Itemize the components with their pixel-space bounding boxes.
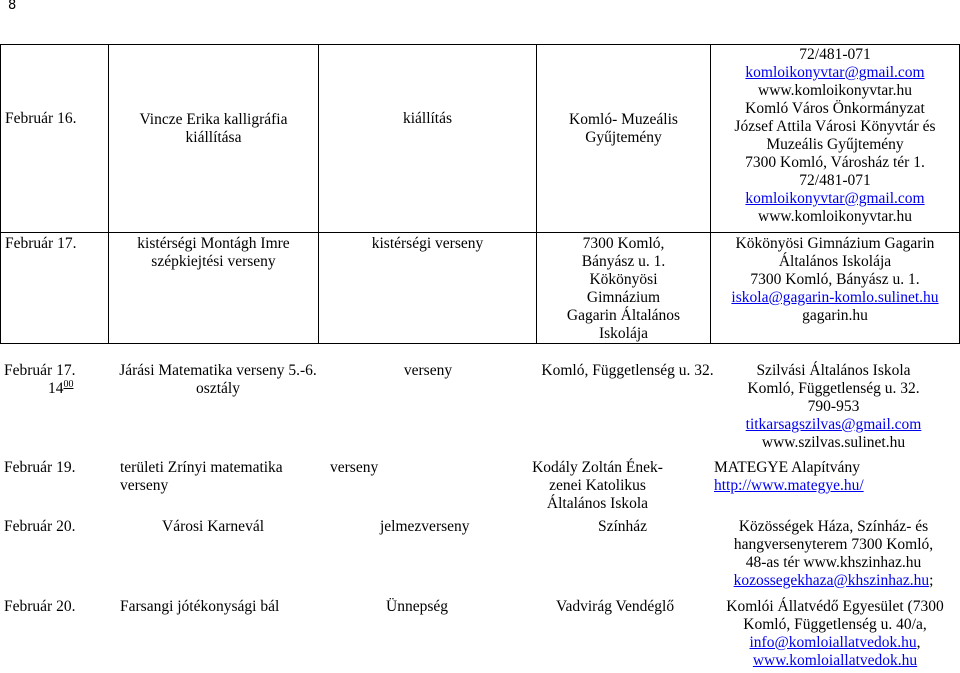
events-table — [0, 44, 960, 344]
event-title: kistérségi Montágh Imre szépkiejtési verseny — [109, 233, 319, 344]
table-row — [1, 233, 960, 344]
event-time: 14 — [48, 379, 64, 397]
event-venue: 7300 Komló, Bányász u. 1. Kökönyösi Gimnázium Gagarin Általános Iskolája — [537, 233, 711, 344]
page-number: 8 — [8, 0, 17, 13]
event-contact: Kökönyösi Gimnázium Gagarin Általános Iskolája 7300 Komló, Bányász u. 1. iskola@gagarin-komlo.sulinet.hu gagarin.hu — [711, 233, 960, 344]
event-contact: Szilvási Általános Iskola Komló, Függetlenség u. 32. 790-953 titkarsagszilvas@gmail.com www.szilvas.sulinet.hu — [712, 362, 955, 452]
event-title: Városi Karnevál — [162, 518, 264, 535]
event-contact: Komlói Állatvédő Egyesület (7300 Komló, Függetlenség u. 40/a, info@komloiallatvedok.hu, www.komloiallatvedok.hu — [712, 598, 958, 670]
event-contact: 72/481-071 komloikonyvtar@gmail.com www.komloikonyvtar.hu Komló Város Önkormányzat József Attila Városi Könyvtár és Muzeális Gyűjtemény 7300 Komló, Városház tér 1. 72/481-071 komloikonyvtar@gmail.com www.komloikonyvtar.hu — [711, 45, 960, 233]
event-title: Farsangi jótékonysági bál — [120, 598, 280, 615]
event-date: Február 20. — [4, 518, 76, 535]
event-title: Vincze Erika kalligráfia kiállítása — [109, 45, 319, 233]
event-date: Február 17. — [1, 233, 109, 344]
email-link[interactable]: komloikonyvtar@gmail.com — [745, 189, 925, 207]
email-link[interactable]: titkarsagszilvas@gmail.com — [745, 415, 922, 433]
event-date: Február 16. — [1, 45, 109, 233]
event-type: kiállítás — [319, 45, 537, 233]
event-date: Február 20. — [4, 598, 76, 615]
event-date: Február 19. — [4, 459, 76, 476]
event-contact: Közösségek Háza, Színház- és hangversenyterem 7300 Komló, 48-as tér www.khszinhaz.hu kozossegekhaza@khszinhaz.hu; — [733, 518, 934, 589]
event-type: verseny — [330, 459, 379, 476]
table-row — [1, 45, 960, 233]
event-venue: Vadvirág Vendéglő — [556, 598, 675, 615]
event-date: Február 17. $14^{00}$ — [4, 362, 76, 397]
event-time-minutes: 00 — [63, 378, 74, 390]
event-type: verseny — [403, 362, 453, 379]
email-link[interactable]: komloikonyvtar@gmail.com — [745, 63, 925, 81]
event-contact: MATEGYE Alapítvány http://www.mategye.hu/ — [714, 459, 954, 495]
event-type: kistérségi verseny — [319, 233, 537, 344]
event-type: jelmezverseny — [380, 518, 470, 535]
web-link[interactable]: www.komloiallatvedok.hu — [752, 651, 918, 669]
event-venue: Kodály Zoltán Ének-zenei Katolikus Általános Iskola — [532, 459, 663, 512]
event-type: Ünnepség — [386, 598, 448, 615]
email-link[interactable]: info@komloiallatvedok.hu — [749, 633, 917, 651]
event-venue: Komló- Muzeális Gyűjtemény — [537, 45, 711, 233]
event-title: Járási Matematika verseny 5.-6. osztály — [119, 362, 317, 397]
event-venue: Komló, Függetlenség u. 32. — [541, 362, 714, 379]
event-venue: Színház — [598, 518, 648, 535]
email-link[interactable]: kozossegekhaza@khszinhaz.hu — [733, 571, 930, 589]
event-title: területi Zrínyi matematika verseny — [120, 459, 283, 494]
email-link[interactable]: iskola@gagarin-komlo.sulinet.hu — [731, 288, 939, 306]
web-link[interactable]: http://www.mategye.hu/ — [714, 476, 864, 494]
